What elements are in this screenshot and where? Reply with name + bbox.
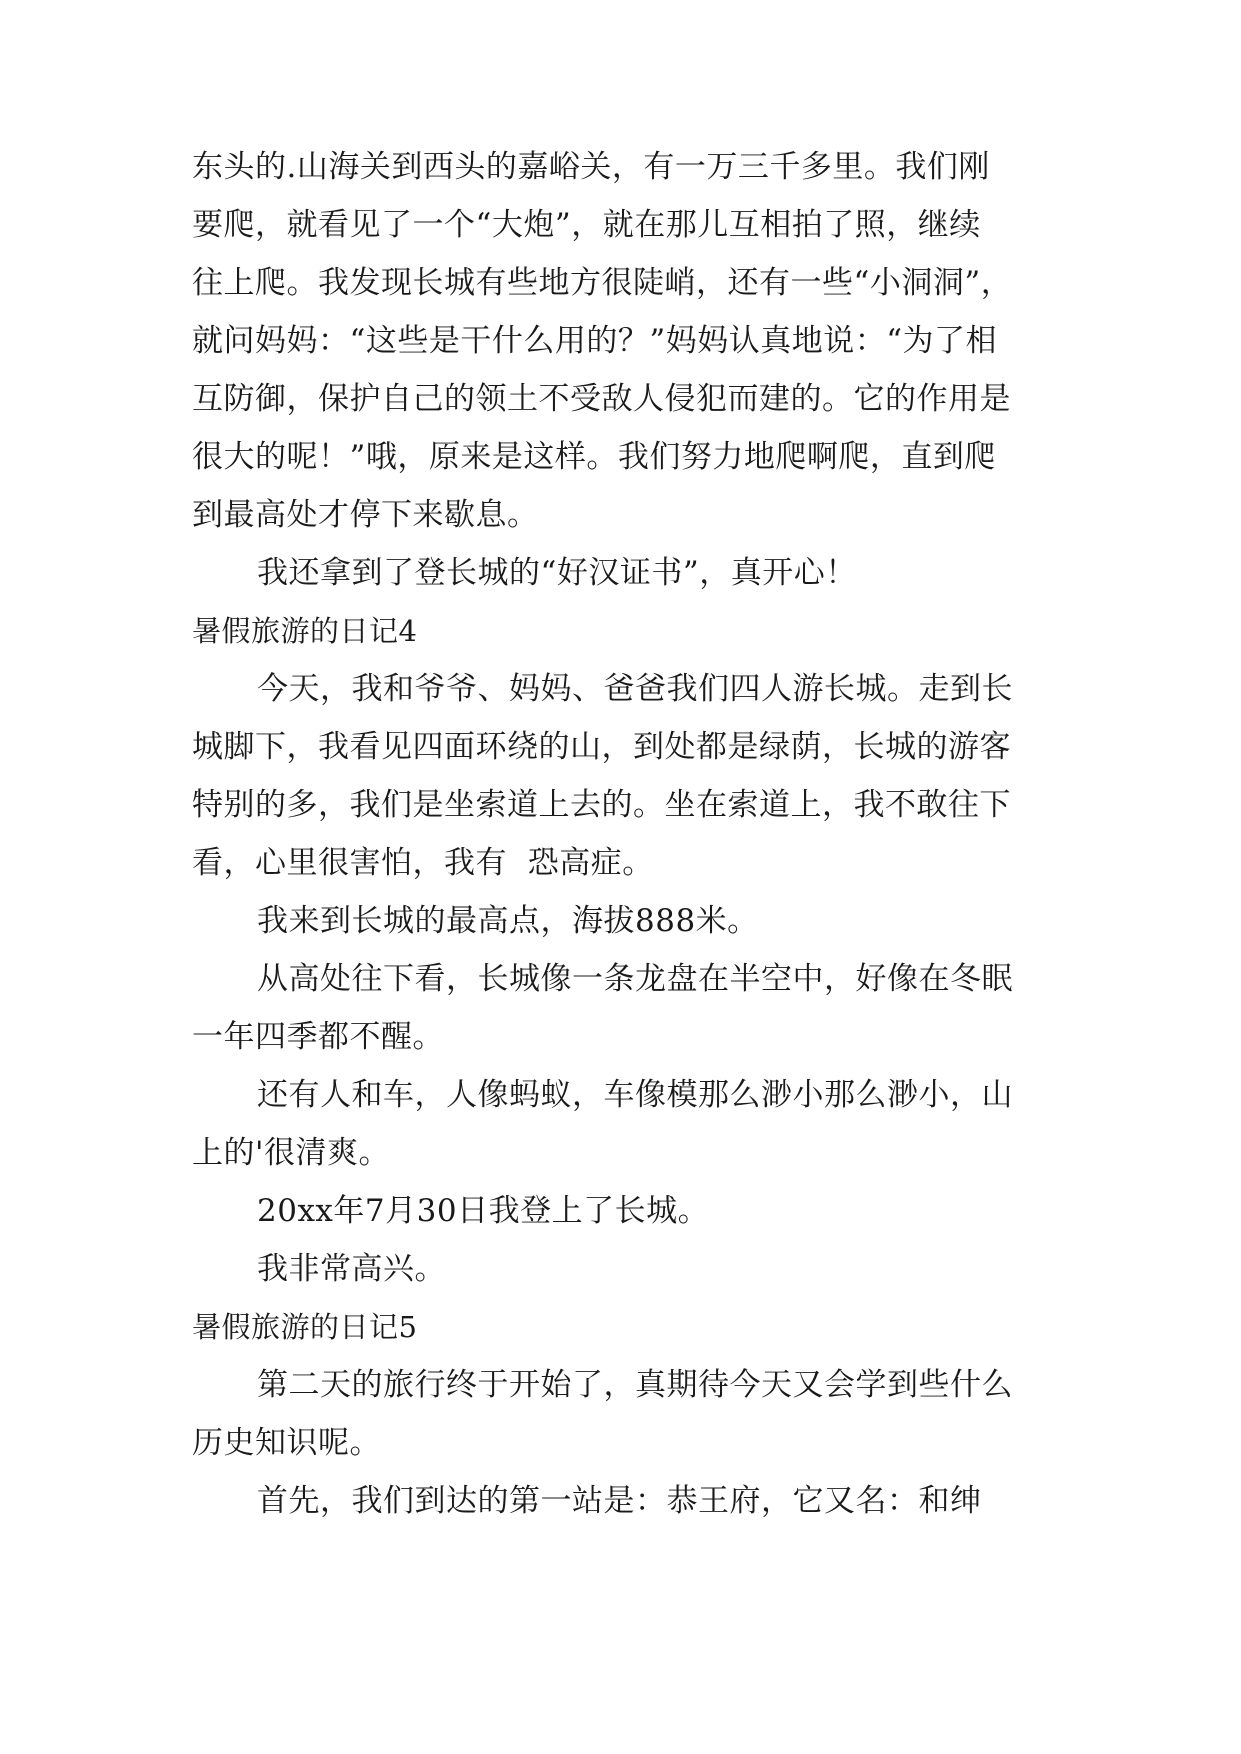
paragraph-line: 东头的.山海关到西头的嘉峪关，有一万三千多里。我们刚	[192, 149, 990, 185]
paragraph-line: 我非常高兴。	[257, 1251, 446, 1287]
paragraph-line: 就问妈妈：“这些是干什么用的？”妈妈认真地说：“为了相	[192, 323, 998, 359]
paragraph-line: 从高处往下看，长城像一条龙盘在半空中，好像在冬眠	[257, 961, 1013, 997]
paragraph-line: 我来到长城的最高点，海拔888米。	[257, 903, 759, 939]
paragraph-line: 第二天的旅行终于开始了，真期待今天又会学到些什么	[257, 1367, 1013, 1403]
paragraph-line: 很大的呢！”哦，原来是这样。我们努力地爬啊爬，直到爬	[192, 439, 996, 475]
paragraph-line: 还有人和车，人像蚂蚁，车像模那么渺小那么渺小，山	[257, 1077, 1013, 1113]
paragraph-line: 上的'很清爽。	[192, 1135, 391, 1171]
paragraph-line: 首先，我们到达的第一站是：恭王府，它又名：和绅	[257, 1483, 982, 1519]
paragraph-line: 城脚下，我看见四面环绕的山，到处都是绿荫，长城的游客	[192, 729, 1011, 765]
paragraph-line: 互防御，保护自己的领土不受敌人侵犯而建的。它的作用是	[192, 381, 1011, 417]
section-heading: 暑假旅游的日记5	[192, 1310, 418, 1344]
paragraph-line: 要爬，就看见了一个“大炮”，就在那儿互相拍了照，继续	[192, 207, 981, 243]
paragraph-line: 20xx年7月30日我登上了长城。	[257, 1193, 710, 1229]
paragraph-line: 今天，我和爷爷、妈妈、爸爸我们四人游长城。走到长	[257, 671, 1013, 707]
paragraph-line: 一年四季都不醒。	[192, 1019, 444, 1055]
paragraph-line: 往上爬。我发现长城有些地方很陡峭，还有一些“小洞洞”，	[192, 265, 1013, 301]
paragraph-line: 看，心里很害怕，我有 恐高症。	[192, 845, 654, 881]
paragraph-line: 特别的多，我们是坐索道上去的。坐在索道上，我不敢往下	[192, 787, 1011, 823]
paragraph-line: 我还拿到了登长城的“好汉证书”，真开心！	[257, 555, 857, 591]
section-heading: 暑假旅游的日记4	[192, 614, 418, 648]
paragraph-line: 历史知识呢。	[192, 1425, 381, 1461]
paragraph-line: 到最高处才停下来歇息。	[192, 497, 539, 533]
